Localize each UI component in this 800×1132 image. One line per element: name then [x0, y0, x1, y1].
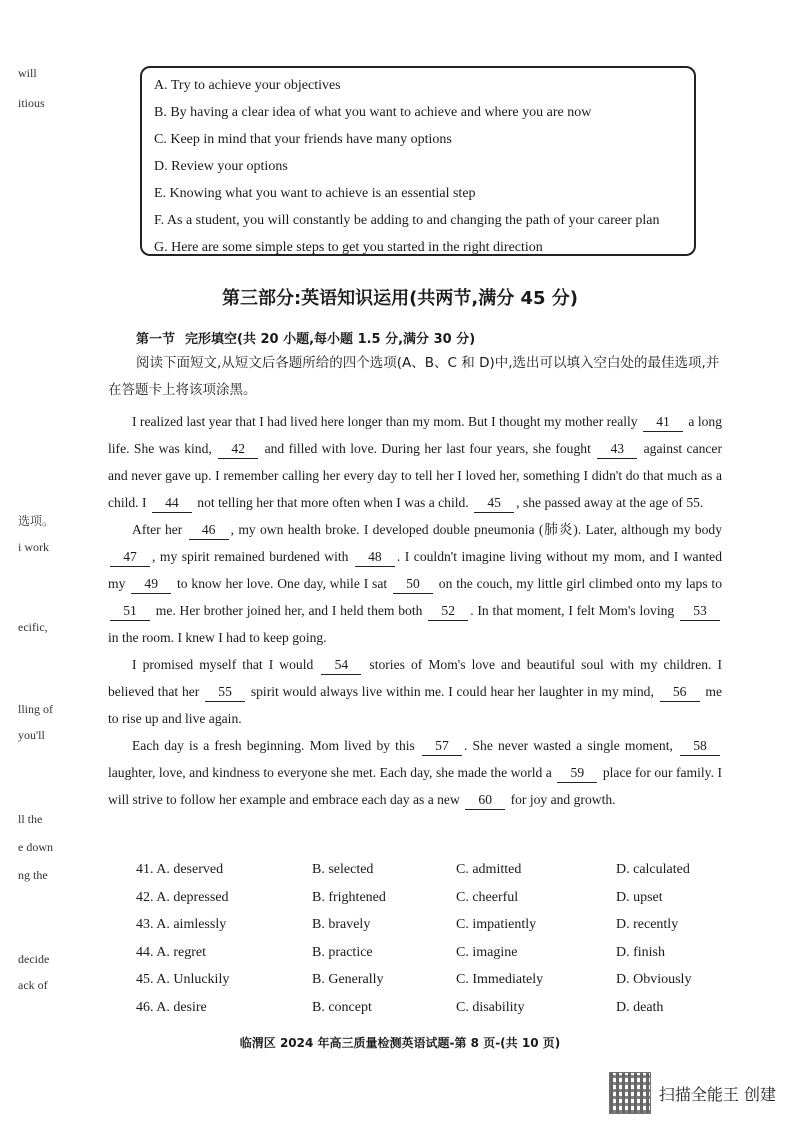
page-footer: 临渭区 2024 年高三质量检测英语试题-第 8 页-(共 10 页)	[239, 1036, 561, 1050]
margin-fragment: 选项。	[18, 514, 55, 528]
passage-text: . She never wasted a single moment,	[463, 738, 678, 753]
choice-b: B. Generally	[312, 972, 384, 987]
margin-fragment: you'll	[18, 728, 45, 742]
paragraph-3	[108, 651, 722, 732]
passage-text: stories of Mom's love and beautiful soul with my children. I believed that her	[108, 657, 723, 699]
blank-42: 42	[218, 440, 258, 459]
choice-row-46	[136, 1000, 736, 1028]
choice-a: 44. A. regret	[136, 944, 206, 960]
blank-44: 44	[152, 494, 192, 513]
choice-a: 42. A. depressed	[136, 889, 229, 905]
choice-c: C. imagine	[456, 944, 518, 960]
blank-52: 52	[428, 602, 468, 621]
passage-text: me. Her brother joined her, and I held them both	[152, 603, 427, 618]
choice-c: C. cheerful	[456, 889, 519, 905]
choice-b: B. frightened	[312, 889, 386, 905]
choice-b: B. practice	[312, 944, 373, 960]
passage-text: I realized last year that I had lived here longer than my mom. But I thought my mother really	[132, 414, 641, 429]
choice-row-42	[136, 890, 736, 918]
margin-fragment: itious	[18, 96, 45, 110]
subsection-heading	[136, 328, 485, 347]
cloze-passage	[108, 408, 722, 813]
margin-fragment: i work	[18, 540, 49, 554]
passage-text: against cancer and never gave up. I remember calling her every day to tell her I loved her, something I didn't do that much as a child. I	[108, 441, 722, 510]
passage-text: me to rise up and live again.	[108, 684, 722, 726]
passage-text: , my own health broke. I developed double pneumonia (肺炎). Later, although my body	[230, 522, 722, 537]
blank-60: 60	[465, 791, 505, 810]
option-b: B. By having a clear idea of what you want to achieve and where you are now	[154, 105, 592, 120]
margin-fragment: ecific,	[18, 620, 48, 634]
blank-55: 55	[205, 683, 245, 702]
option-g: G. Here are some simple steps to get you started in the right direction	[154, 240, 543, 255]
blank-57: 57	[422, 737, 462, 756]
choice-b: B. selected	[312, 862, 374, 877]
passage-text: to know her love. One day, while I sat	[173, 576, 391, 591]
passage-text: and filled with love. During her last four years, she fought	[260, 441, 596, 456]
margin-fragment: e down	[18, 840, 53, 854]
choice-row-45	[136, 972, 736, 1000]
passage-text: place for our family. I will strive to follow her example and embrace each day as a new	[108, 765, 722, 807]
choice-a: 41. A. deserved	[136, 862, 224, 877]
watermark-text: 扫描全能王 创建	[658, 1084, 776, 1104]
passage-text: for joy and growth.	[507, 792, 616, 807]
passage-text: . I couldn't imagine living without my mom, and I wanted my	[108, 549, 722, 591]
choice-d: D. recently	[616, 917, 679, 932]
margin-fragment: lling of	[18, 702, 53, 716]
blank-59: 59	[557, 764, 597, 783]
passage-text: I promised myself that I would	[132, 657, 320, 672]
margin-fragment: will	[18, 66, 37, 80]
passage-text: After her	[132, 522, 187, 537]
option-f: F. As a student, you will constantly be adding to and changing the path of your career plan	[154, 213, 660, 228]
blank-50: 50	[393, 575, 433, 594]
choice-c: C. admitted	[456, 862, 522, 877]
passage-text: laughter, love, and kindness to everyone she met. Each day, she made the world a	[108, 765, 556, 780]
blank-49: 49	[131, 575, 171, 594]
passage-text: , she passed away at the age of 55.	[516, 495, 704, 510]
blank-46: 46	[189, 521, 229, 540]
passage-text: not telling her that more often when I was a child.	[193, 495, 473, 510]
blank-43: 43	[597, 440, 637, 459]
choice-c: C. disability	[456, 999, 525, 1015]
instructions: 阅读下面短文,从短文后各题所给的四个选项(A、B、C 和 D)中,选出可以填入空白处的最佳选项,并在答题卡上将该项涂黑。	[108, 355, 720, 398]
paragraph-1	[108, 408, 722, 516]
passage-text: , my spirit remained burdened with	[152, 549, 353, 564]
choice-d: D. upset	[616, 889, 663, 905]
passage-text: a long life. She was kind,	[108, 414, 722, 456]
choice-b: B. concept	[312, 999, 372, 1015]
choice-d: D. finish	[616, 944, 665, 960]
choice-a: 46. A. desire	[136, 999, 207, 1015]
section-title: 第三部分:英语知识运用(共两节,满分 45 分)	[221, 288, 579, 309]
passage-text: on the couch, my little girl climbed onto my laps to	[434, 576, 723, 591]
options-box	[140, 66, 696, 256]
choice-c: C. Immediately	[456, 972, 544, 987]
choice-b: B. bravely	[312, 917, 371, 932]
blank-45: 45	[474, 494, 514, 513]
option-c: C. Keep in mind that your friends have many options	[154, 132, 452, 147]
paragraph-4	[108, 732, 722, 813]
option-a: A. Try to achieve your objectives	[154, 78, 341, 93]
choice-a: 43. A. aimlessly	[136, 917, 227, 932]
blank-41: 41	[643, 413, 683, 432]
passage-text: . In that moment, I felt Mom's loving	[470, 603, 678, 618]
blank-51: 51	[110, 602, 150, 621]
choice-c: C. impatiently	[456, 917, 537, 932]
blank-47: 47	[110, 548, 150, 567]
choice-row-44	[136, 945, 736, 973]
choice-a: 45. A. Unluckily	[136, 972, 230, 987]
blank-54: 54	[321, 656, 361, 675]
margin-fragment: ack of	[18, 978, 48, 992]
margin-fragment: ll the	[18, 812, 43, 826]
choice-d: D. calculated	[616, 862, 690, 877]
blank-56: 56	[660, 683, 700, 702]
choice-row-43	[136, 917, 736, 945]
choice-row-41	[136, 862, 736, 890]
option-e: E. Knowing what you want to achieve is an essential step	[154, 186, 476, 201]
qr-code-icon	[609, 1072, 651, 1114]
scanner-watermark	[609, 1072, 776, 1114]
answer-choices	[136, 862, 736, 1027]
choice-d: D. death	[616, 999, 664, 1015]
margin-fragment: ng the	[18, 868, 48, 882]
paragraph-2	[108, 516, 722, 651]
passage-text: in the room. I knew I had to keep going.	[108, 630, 327, 645]
choice-d: D. Obviously	[616, 972, 692, 987]
subsection-desc: 完形填空(共 20 小题,每小题 1.5 分,满分 30 分)	[185, 332, 476, 347]
margin-fragment: decide	[18, 952, 50, 966]
option-d: D. Review your options	[154, 159, 288, 174]
subsection-name: 第一节	[136, 332, 176, 347]
blank-48: 48	[355, 548, 395, 567]
passage-text: Each day is a fresh beginning. Mom lived by this	[132, 738, 420, 753]
passage-text: spirit would always live within me. I could hear her laughter in my mind,	[247, 684, 658, 699]
blank-53: 53	[680, 602, 720, 621]
blank-58: 58	[680, 737, 720, 756]
